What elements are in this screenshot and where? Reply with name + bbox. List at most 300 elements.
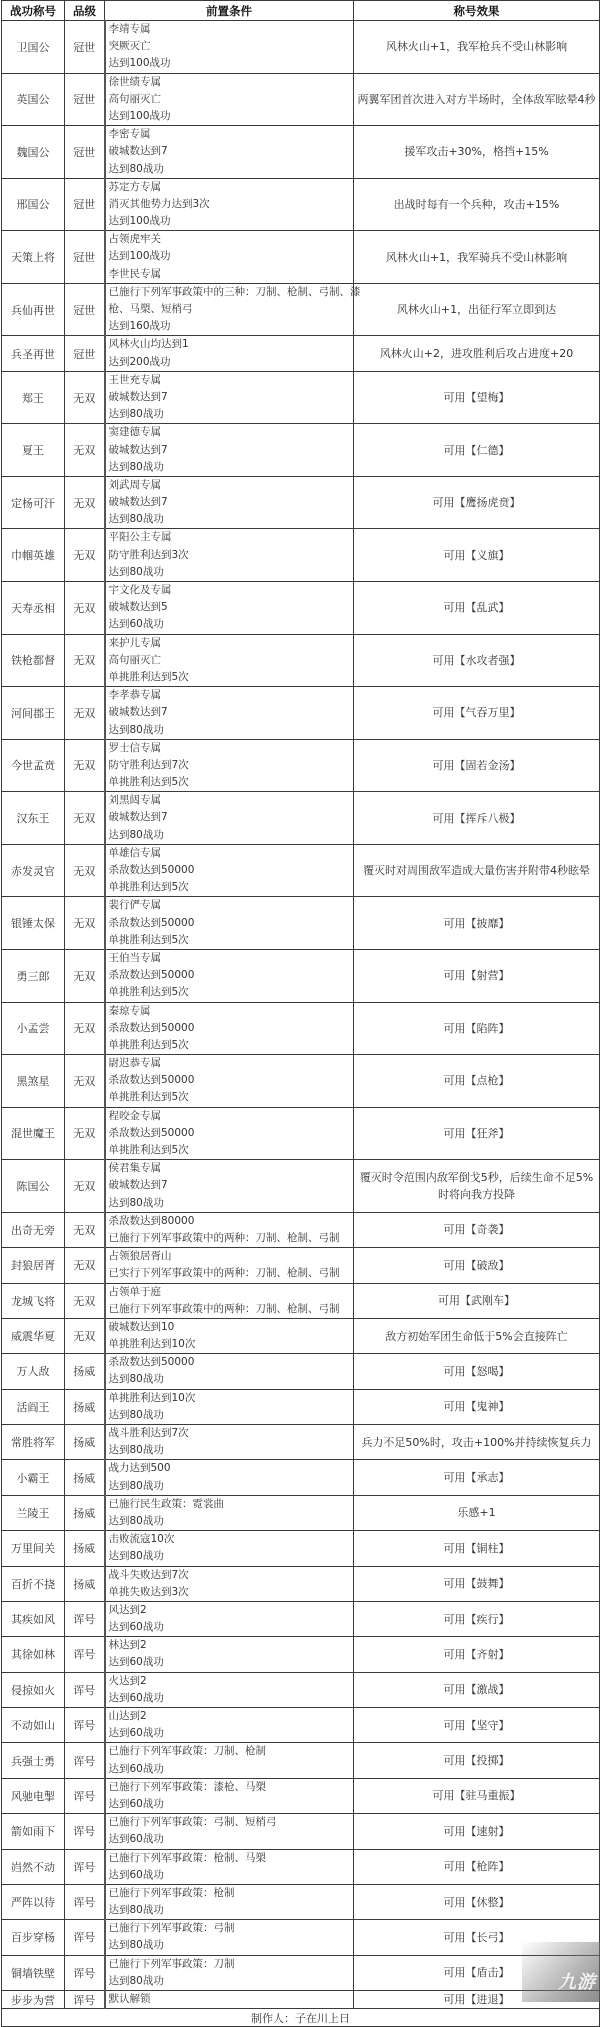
title-grade: 无双 <box>65 792 105 845</box>
table-row <box>2 178 600 231</box>
title-grade: 无双 <box>65 949 105 1002</box>
title-grade: 冠世 <box>65 283 105 336</box>
title-name: 勇三郎 <box>2 949 65 1002</box>
condition-line: 战斗胜利达到7次 <box>108 1427 189 1439</box>
condition-line: 达到80战功 <box>108 513 164 526</box>
condition-line: 达到80战功 <box>108 1904 164 1917</box>
title-name: 风驰电掣 <box>2 1778 65 1813</box>
title-effect: 可用【奇袭】 <box>354 1212 600 1247</box>
title-name: 箭如雨下 <box>2 1814 65 1849</box>
title-grade: 无双 <box>65 687 105 740</box>
condition-line: 达到100战功 <box>108 215 171 228</box>
title-grade: 诨号 <box>65 1991 105 2009</box>
table-row <box>2 949 600 1002</box>
title-name: 铁枪都督 <box>2 634 65 687</box>
condition-line: 刘黑闼专属 <box>108 794 161 807</box>
table-row <box>2 1460 600 1495</box>
title-name: 天策上将 <box>2 231 65 284</box>
title-grade: 无双 <box>65 1318 105 1353</box>
title-conditions <box>105 73 354 126</box>
title-effect: 风林火山+1，出征行军立即到达 <box>354 283 600 336</box>
title-effect: 可用【枪阵】 <box>354 1849 600 1884</box>
title-name: 其疾如风 <box>2 1601 65 1636</box>
condition-line: 平阳公主专属 <box>108 531 172 544</box>
condition-line: 秦琼专属 <box>108 1004 151 1017</box>
table-row <box>2 283 600 336</box>
title-conditions <box>105 1991 354 2009</box>
condition-line: 林达到2 <box>108 1639 147 1652</box>
condition-line: 苏定方专属 <box>108 180 161 193</box>
condition-line: 达到80战功 <box>108 460 164 473</box>
title-name: 万里间关 <box>2 1531 65 1566</box>
table-row <box>2 1248 600 1283</box>
title-grade: 无双 <box>65 844 105 897</box>
title-grade: 诨号 <box>65 1743 105 1778</box>
title-effect: 可用【盾击】 <box>354 1955 600 1990</box>
title-name: 小孟尝 <box>2 1002 65 1055</box>
title-conditions <box>105 178 354 231</box>
table-row <box>2 634 600 687</box>
title-effect: 乐感+1 <box>354 1495 600 1530</box>
title-grade: 无双 <box>65 739 105 792</box>
title-name: 小霸王 <box>2 1460 65 1495</box>
table-row <box>2 687 600 740</box>
title-effect: 覆灭时令范围内敌军倒戈5秒，后续生命不足5%时将向我方投降 <box>354 1160 600 1213</box>
condition-line: 单挑胜利达到5次 <box>108 670 189 683</box>
footer-row <box>2 2009 600 2027</box>
title-name: 赤发灵官 <box>2 844 65 897</box>
table-row <box>2 1318 600 1353</box>
title-effect: 可用【激战】 <box>354 1672 600 1707</box>
title-name: 魏国公 <box>2 126 65 179</box>
title-grade: 无双 <box>65 897 105 950</box>
title-name: 万人敌 <box>2 1354 65 1389</box>
condition-line: 达到80战功 <box>108 1974 164 1987</box>
title-conditions <box>105 1814 354 1849</box>
table-row <box>2 739 600 792</box>
title-grade: 冠世 <box>65 126 105 179</box>
condition-line: 程咬金专属 <box>108 1109 161 1122</box>
table-row <box>2 1212 600 1247</box>
title-grade: 冠世 <box>65 21 105 74</box>
condition-line: 单挑胜利达到5次 <box>108 776 189 789</box>
title-name: 常胜将军 <box>2 1425 65 1460</box>
condition-line: 达到80战功 <box>108 1514 164 1527</box>
condition-line: 占领狼居胥山 <box>108 1250 172 1263</box>
table-row <box>2 529 600 582</box>
title-name: 岿然不动 <box>2 1849 65 1884</box>
condition-line: 单挑胜利达到5次 <box>108 1091 189 1104</box>
condition-line: 默认解锁 <box>108 1993 151 2005</box>
title-conditions <box>105 1672 354 1707</box>
condition-line: 破城数达到7 <box>108 145 168 158</box>
title-conditions <box>105 582 354 635</box>
table-row <box>2 1743 600 1778</box>
condition-line: 单挑胜利达到5次 <box>108 986 189 999</box>
title-name: 银锤太保 <box>2 897 65 950</box>
title-grade: 冠世 <box>65 178 105 231</box>
condition-line: 达到60战功 <box>108 1868 164 1881</box>
title-conditions <box>105 1460 354 1495</box>
condition-line: 宇文化及专属 <box>108 584 172 596</box>
title-name: 百折不挠 <box>2 1566 65 1601</box>
condition-line: 火达到2 <box>108 1674 147 1687</box>
title-name: 郑王 <box>2 371 65 424</box>
table-row <box>2 476 600 529</box>
title-name: 百步穿杨 <box>2 1920 65 1955</box>
table-row <box>2 1566 600 1601</box>
condition-line: 单挑胜利达到5次 <box>108 1038 189 1051</box>
title-effect: 可用【狂斧】 <box>354 1107 600 1160</box>
condition-line: 达到100战功 <box>108 57 171 70</box>
condition-line: 已施行下列军事政策：刀制 <box>108 1957 235 1970</box>
title-effect: 可用【承志】 <box>354 1460 600 1495</box>
title-grade: 诨号 <box>65 1920 105 1955</box>
title-grade: 无双 <box>65 529 105 582</box>
table-row <box>2 371 600 424</box>
condition-line: 已施行下列军事政策：刀制、枪制 <box>108 1745 266 1758</box>
condition-line: 已实行下列军事政策中的两种：刀制、枪制、弓制 <box>108 1267 340 1280</box>
title-name: 黑煞星 <box>2 1055 65 1108</box>
condition-line: 防守胜利达到7次 <box>108 758 189 771</box>
title-name: 铜墙铁壁 <box>2 1955 65 1990</box>
condition-line: 破城数达到7 <box>108 1179 168 1192</box>
table-row <box>2 1849 600 1884</box>
condition-line: 占领虎牢关 <box>108 233 161 246</box>
condition-line: 破城数达到7 <box>108 390 168 403</box>
condition-line: 达到80战功 <box>108 828 164 841</box>
condition-line: 杀敌数达到50000 <box>108 1126 195 1139</box>
condition-line: 占领单于庭 <box>108 1285 161 1298</box>
title-effect: 可用【武刚车】 <box>354 1283 600 1318</box>
title-name: 邢国公 <box>2 178 65 231</box>
title-grade: 无双 <box>65 1160 105 1213</box>
condition-line: 达到100战功 <box>108 250 171 263</box>
title-conditions <box>105 1849 354 1884</box>
condition-line: 王伯当专属 <box>108 951 161 964</box>
title-conditions <box>105 687 354 740</box>
title-effect: 出战时每有一个兵种，攻击+15% <box>354 178 600 231</box>
title-grade: 扬威 <box>65 1354 105 1389</box>
table-row <box>2 897 600 950</box>
title-effect: 可用【射营】 <box>354 949 600 1002</box>
condition-line: 李靖专属 <box>108 23 151 35</box>
title-grade: 扬威 <box>65 1495 105 1530</box>
title-grade: 诨号 <box>65 1708 105 1743</box>
title-name: 定杨可汗 <box>2 476 65 529</box>
condition-line: 杀敌数达到50000 <box>108 1356 195 1369</box>
title-grade: 冠世 <box>65 231 105 284</box>
condition-line: 窦建德专属 <box>108 426 161 439</box>
condition-line: 李孝恭专属 <box>108 689 161 702</box>
title-effect: 可用【铜柱】 <box>354 1531 600 1566</box>
condition-line: 破城数达到7 <box>108 496 168 509</box>
title-grade: 无双 <box>65 424 105 477</box>
title-conditions <box>105 792 354 845</box>
condition-line: 达到60战功 <box>108 1833 164 1846</box>
table-row <box>2 1991 600 2009</box>
header-grade: 品级 <box>65 1 105 21</box>
title-grade: 诨号 <box>65 1955 105 1990</box>
condition-line: 杀敌数达到80000 <box>108 1214 195 1227</box>
condition-line: 杀敌数达到50000 <box>108 1021 195 1034</box>
condition-line: 山达到2 <box>108 1710 147 1722</box>
title-grade: 诨号 <box>65 1778 105 1813</box>
title-conditions <box>105 1212 354 1247</box>
title-effect: 风林火山+1，我军枪兵不受山林影响 <box>354 21 600 74</box>
table-row <box>2 1672 600 1707</box>
title-conditions <box>105 1884 354 1919</box>
condition-line: 达到80战功 <box>108 408 164 421</box>
title-name: 夏王 <box>2 424 65 477</box>
title-conditions <box>105 1920 354 1955</box>
condition-line: 侯君集专属 <box>108 1162 161 1175</box>
table-row <box>2 1708 600 1743</box>
title-effect: 可用【陷阵】 <box>354 1002 600 1055</box>
condition-line: 高句丽灭亡 <box>108 653 161 666</box>
title-grade: 扬威 <box>65 1566 105 1601</box>
condition-line: 高句丽灭亡 <box>108 92 161 105</box>
title-conditions <box>105 1354 354 1389</box>
table-row <box>2 1160 600 1213</box>
condition-line: 达到200战功 <box>108 355 171 368</box>
condition-line: 已施行民生政策：霓裳曲 <box>108 1497 224 1510</box>
title-conditions <box>105 1601 354 1636</box>
condition-line: 风达到2 <box>108 1603 147 1616</box>
title-grade: 冠世 <box>65 73 105 126</box>
header-conditions: 前置条件 <box>105 1 354 21</box>
condition-line: 达到80战功 <box>108 1196 164 1209</box>
title-conditions <box>105 371 354 424</box>
title-effect: 可用【气吞万里】 <box>354 687 600 740</box>
table-row <box>2 792 600 845</box>
title-grade: 诨号 <box>65 1637 105 1672</box>
title-name: 今世孟贲 <box>2 739 65 792</box>
title-effect: 援军攻击+30%，格挡+15% <box>354 126 600 179</box>
title-effect: 可用【长弓】 <box>354 1920 600 1955</box>
title-effect: 可用【点枪】 <box>354 1055 600 1108</box>
title-name: 巾帼英雄 <box>2 529 65 582</box>
condition-line: 杀敌数达到50000 <box>108 1074 195 1087</box>
condition-line: 已施行下列军事政策：弓制、短梢弓 <box>108 1816 277 1829</box>
title-name: 出奇无旁 <box>2 1212 65 1247</box>
table-row <box>2 1814 600 1849</box>
title-grade: 无双 <box>65 634 105 687</box>
title-grade: 扬威 <box>65 1425 105 1460</box>
header-title-name: 战功称号 <box>2 1 65 21</box>
title-effect: 可用【疾行】 <box>354 1601 600 1636</box>
title-conditions <box>105 1708 354 1743</box>
table-row <box>2 424 600 477</box>
title-conditions <box>105 231 354 284</box>
condition-line: 王世充专属 <box>108 373 161 386</box>
condition-line: 防守胜利达到3次 <box>108 548 189 561</box>
table-row <box>2 1283 600 1318</box>
title-grade: 冠世 <box>65 336 105 371</box>
title-name: 其徐如林 <box>2 1637 65 1672</box>
title-conditions <box>105 1107 354 1160</box>
title-conditions <box>105 1495 354 1530</box>
condition-line: 突厥灭亡 <box>108 40 151 53</box>
condition-line: 单挑胜利达到10次 <box>108 1391 196 1404</box>
condition-line: 杀敌数达到50000 <box>108 916 195 929</box>
title-name: 河间郡王 <box>2 687 65 740</box>
title-effect: 可用【坚守】 <box>354 1708 600 1743</box>
condition-line: 达到80战功 <box>108 162 164 175</box>
condition-line: 达到80战功 <box>108 1550 164 1563</box>
condition-line: 风林火山均达到1 <box>108 338 189 351</box>
condition-line: 达到60战功 <box>108 1727 164 1740</box>
title-name: 兰陵王 <box>2 1495 65 1530</box>
condition-line: 已施行下列军事政策中的两种：刀制、枪制、弓制 <box>108 1231 340 1244</box>
table-row <box>2 844 600 897</box>
title-conditions <box>105 1743 354 1778</box>
condition-line: 单挑胜利达到5次 <box>108 1144 189 1156</box>
title-grade: 无双 <box>65 371 105 424</box>
table-row <box>2 1107 600 1160</box>
title-conditions <box>105 844 354 897</box>
table-row <box>2 1354 600 1389</box>
table-row <box>2 1002 600 1055</box>
title-effect: 可用【披靡】 <box>354 897 600 950</box>
table-row <box>2 582 600 635</box>
condition-line: 杀敌数达到50000 <box>108 969 195 982</box>
title-name: 步步为营 <box>2 1991 65 2009</box>
condition-line: 达到80战功 <box>108 1444 164 1457</box>
condition-line: 消灭其他势力达到3次 <box>108 197 210 210</box>
title-conditions <box>105 1531 354 1566</box>
title-effect: 风林火山+1，我军骑兵不受山林影响 <box>354 231 600 284</box>
title-grade: 无双 <box>65 1283 105 1318</box>
title-conditions <box>105 1160 354 1213</box>
title-conditions <box>105 1637 354 1672</box>
title-name: 严阵以待 <box>2 1884 65 1919</box>
condition-line: 来护儿专属 <box>108 636 161 649</box>
condition-line: 尉迟恭专属 <box>108 1057 161 1070</box>
condition-line: 单挑胜利达到5次 <box>108 881 189 894</box>
table-row <box>2 1955 600 1990</box>
title-conditions <box>105 1318 354 1353</box>
title-conditions <box>105 336 354 371</box>
condition-line: 单挑胜利达到10次 <box>108 1338 196 1351</box>
title-conditions <box>105 1283 354 1318</box>
title-conditions <box>105 1002 354 1055</box>
condition-line: 达到80战功 <box>108 1479 164 1492</box>
title-conditions <box>105 897 354 950</box>
condition-line: 杀敌数达到50000 <box>108 864 195 876</box>
title-grade: 诨号 <box>65 1884 105 1919</box>
table-row <box>2 1601 600 1636</box>
table-row <box>2 1425 600 1460</box>
war-merit-titles-table <box>1 0 600 2027</box>
title-name: 陈国公 <box>2 1160 65 1213</box>
condition-line: 破城数达到10 <box>108 1320 175 1333</box>
condition-line: 已施行下列军事政策中的两种：刀制、枪制、弓制 <box>108 1302 340 1315</box>
condition-line: 破城数达到5 <box>108 601 168 614</box>
watermark-logo <box>522 1942 600 2002</box>
title-name: 汉东王 <box>2 792 65 845</box>
title-effect: 可用【破敌】 <box>354 1248 600 1283</box>
condition-line: 达到80战功 <box>108 1939 164 1952</box>
condition-line: 枪、马槊、短梢弓 <box>108 303 193 315</box>
title-grade: 无双 <box>65 1055 105 1108</box>
condition-line: 李世民专属 <box>108 267 161 280</box>
title-name: 活阎王 <box>2 1389 65 1424</box>
table-header-row <box>2 1 600 21</box>
title-effect: 可用【鼓舞】 <box>354 1566 600 1601</box>
title-grade: 无双 <box>65 1248 105 1283</box>
table-row <box>2 1055 600 1108</box>
condition-line: 战力达到500 <box>108 1462 171 1475</box>
condition-line: 已施行下列军事政策：漆枪、马槊 <box>108 1780 266 1793</box>
condition-line: 达到80战功 <box>108 1373 164 1386</box>
title-effect: 两翼军团首次进入对方半场时，全体敌军眩晕4秒 <box>354 73 600 126</box>
title-effect: 可用【速射】 <box>354 1814 600 1849</box>
condition-line: 破城数达到7 <box>108 811 168 824</box>
table-row <box>2 1778 600 1813</box>
title-effect: 覆灭时对周围敌军造成大量伤害并附带4秒眩晕 <box>354 844 600 897</box>
condition-line: 徐世绩专属 <box>108 75 161 88</box>
title-grade: 诨号 <box>65 1849 105 1884</box>
title-conditions <box>105 424 354 477</box>
title-conditions <box>105 949 354 1002</box>
condition-line: 达到60战功 <box>108 1762 164 1775</box>
title-conditions <box>105 739 354 792</box>
title-grade: 无双 <box>65 582 105 635</box>
title-conditions <box>105 1055 354 1108</box>
table-row <box>2 1389 600 1424</box>
title-conditions <box>105 1248 354 1283</box>
title-conditions <box>105 1425 354 1460</box>
condition-line: 达到60战功 <box>108 1621 164 1634</box>
condition-line: 单挑胜利达到5次 <box>108 933 189 946</box>
header-effect: 称号效果 <box>354 1 600 21</box>
title-effect: 可用【望梅】 <box>354 371 600 424</box>
title-name: 龙城飞将 <box>2 1283 65 1318</box>
condition-line: 破城数达到7 <box>108 443 168 456</box>
condition-line: 战斗失败达到7次 <box>108 1568 189 1581</box>
title-effect: 可用【固若金汤】 <box>354 739 600 792</box>
title-name: 英国公 <box>2 73 65 126</box>
title-name: 天寿丞相 <box>2 582 65 635</box>
condition-line: 达到80战功 <box>108 565 164 578</box>
title-name: 兵强士勇 <box>2 1743 65 1778</box>
condition-line: 罗士信专属 <box>108 741 161 754</box>
title-effect: 可用【乱武】 <box>354 582 600 635</box>
title-name: 卫国公 <box>2 21 65 74</box>
title-grade: 扬威 <box>65 1531 105 1566</box>
table-row <box>2 1884 600 1919</box>
condition-line: 达到60战功 <box>108 1656 164 1669</box>
title-effect: 可用【驻马重振】 <box>354 1778 600 1813</box>
table-row <box>2 1531 600 1566</box>
condition-line: 刘武周专属 <box>108 478 161 491</box>
title-conditions <box>105 634 354 687</box>
title-grade: 无双 <box>65 1107 105 1160</box>
title-name: 侵掠如火 <box>2 1672 65 1707</box>
condition-line: 已施行下列军事政策中的三种：刀制、枪制、弓制、漆 <box>108 285 361 298</box>
title-name: 兵圣再世 <box>2 336 65 371</box>
condition-line: 达到80战功 <box>108 1408 164 1421</box>
condition-line: 达到100战功 <box>108 109 171 122</box>
title-grade: 无双 <box>65 1212 105 1247</box>
title-effect: 可用【仁德】 <box>354 424 600 477</box>
title-name: 威震华夏 <box>2 1318 65 1353</box>
condition-line: 达到160战功 <box>108 320 171 333</box>
table-body <box>2 21 600 2009</box>
title-conditions <box>105 529 354 582</box>
title-conditions <box>105 283 361 336</box>
